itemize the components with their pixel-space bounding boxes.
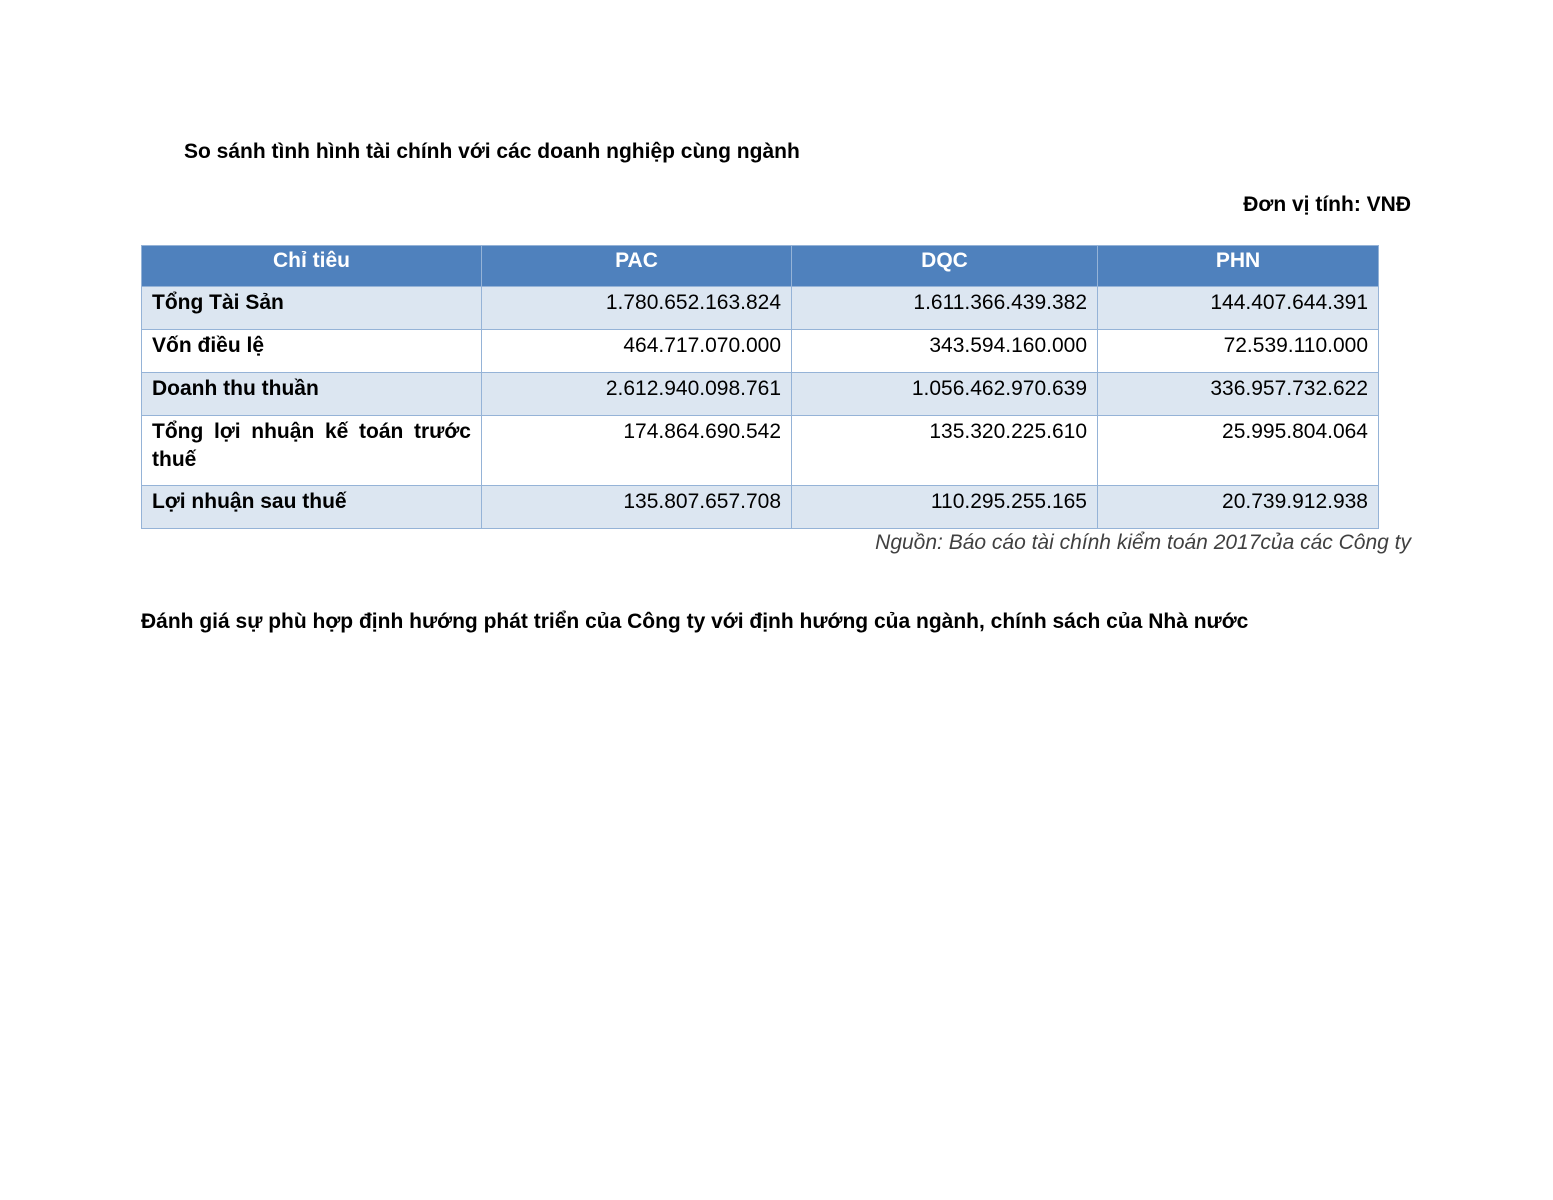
table-row	[142, 373, 1379, 416]
row-label: Tổng lợi nhuận kế toán trước thuế	[142, 416, 482, 486]
row-label: Lợi nhuận sau thuế	[142, 486, 482, 529]
table-row	[142, 287, 1379, 330]
cell-phn: 72.539.110.000	[1098, 330, 1379, 373]
cell-phn: 25.995.804.064	[1098, 416, 1379, 486]
unit-note: Đơn vị tính: VNĐ	[1243, 193, 1411, 216]
cell-pac: 464.717.070.000	[482, 330, 792, 373]
table-row	[142, 486, 1379, 529]
cell-phn: 336.957.732.622	[1098, 373, 1379, 416]
cell-pac: 135.807.657.708	[482, 486, 792, 529]
cell-dqc: 1.611.366.439.382	[792, 287, 1098, 330]
cell-dqc: 135.320.225.610	[792, 416, 1098, 486]
section-heading: Đánh giá sự phù hợp định hướng phát triển của Công ty với định hướng của ngành, chính sách của Nhà nước	[141, 610, 1249, 633]
column-header-indicator: Chỉ tiêu	[142, 246, 482, 287]
column-header-phn: PHN	[1098, 246, 1379, 287]
table-row	[142, 416, 1379, 486]
column-header-dqc: DQC	[792, 246, 1098, 287]
table-row	[142, 330, 1379, 373]
cell-pac: 2.612.940.098.761	[482, 373, 792, 416]
row-label: Doanh thu thuần	[142, 373, 482, 416]
row-label: Vốn điều lệ	[142, 330, 482, 373]
cell-pac: 174.864.690.542	[482, 416, 792, 486]
table-header-row	[142, 246, 1379, 287]
cell-dqc: 343.594.160.000	[792, 330, 1098, 373]
column-header-pac: PAC	[482, 246, 792, 287]
table-title: So sánh tình hình tài chính với các doanh nghiệp cùng ngành	[184, 140, 800, 163]
cell-phn: 20.739.912.938	[1098, 486, 1379, 529]
cell-dqc: 110.295.255.165	[792, 486, 1098, 529]
row-label: Tổng Tài Sản	[142, 287, 482, 330]
cell-phn: 144.407.644.391	[1098, 287, 1379, 330]
cell-pac: 1.780.652.163.824	[482, 287, 792, 330]
cell-dqc: 1.056.462.970.639	[792, 373, 1098, 416]
source-note: Nguồn: Báo cáo tài chính kiểm toán 2017của các Công ty	[875, 531, 1411, 554]
financial-comparison-table	[141, 245, 1379, 529]
